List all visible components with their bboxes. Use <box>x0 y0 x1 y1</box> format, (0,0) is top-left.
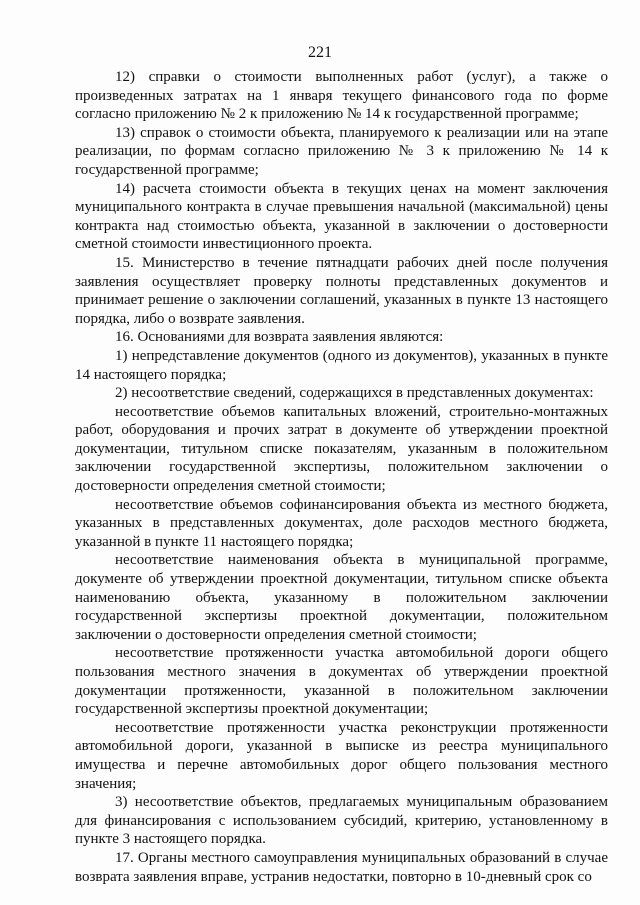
document-body <box>75 68 608 886</box>
paragraph-item-13: 13) справок о стоимости объекта, планируемого к реализации или на этапе реализации, по формам согласно приложению № 3 к приложению № 14 к государственной программе; <box>75 124 608 178</box>
paragraph-clause-17: 17. Органы местного самоуправления муниципальных образований в случае возврата заявления вправе, устранив недостатки, повторно в 10-дневный срок со <box>75 849 608 885</box>
paragraph-subitem-3: 3) несоответствие объектов, предлагаемых муниципальным образованием для финансирования с использованием субсидий, критерию, установленному в пункте 3 настоящего порядка. <box>75 794 608 848</box>
paragraph-clause-16: 16. Основаниями для возврата заявления являются: <box>115 329 444 346</box>
paragraph-mismatch-road-length: несоответствие протяженности участка автомобильной дороги общего пользования местного значения в документах об утверждении проектной документации протяженности, указанной в положительном заключении государственной экспертизы проектной документации; <box>75 645 608 718</box>
paragraph-item-14: 14) расчета стоимости объекта в текущих ценах на момент заключения муниципального контракта в случае превышения начальной (максимальной) цены контракта над стоимостью объекта, указанной в заключении о достоверности сметной стоимости инвестиционного проекта. <box>75 180 608 253</box>
paragraph-subitem-1: 1) непредставление документов (одного из документов), указанных в пункте 14 настоящего порядка; <box>75 347 608 383</box>
paragraph-mismatch-reconstruction-length: несоответствие протяженности участка реконструкции протяженности автомобильной дороги, указанной в выписке из реестра муниципального имущества и перечне автомобильных дорог общего пользования местного значения; <box>75 719 608 792</box>
paragraph-clause-15: 15. Министерство в течение пятнадцати рабочих дней после получения заявления осуществляет проверку полноты представленных документов и принимает решение о заключении соглашений, указанных в пункте 13 настоящего порядка, либо о возврате заявления. <box>75 254 608 327</box>
page-number: 221 <box>308 44 332 61</box>
paragraph-mismatch-cofinancing: несоответствие объемов софинансирования объекта из местного бюджета, указанных в представленных документах, доле расходов местного бюджета, указанной в пункте 11 настоящего порядка; <box>75 496 608 550</box>
paragraph-subitem-2: 2) несоответствие сведений, содержащихся в представленных документах: <box>115 385 594 402</box>
paragraph-item-12: 12) справки о стоимости выполненных работ (услуг), а также о произведенных затратах на 1 января текущего финансового года по форме согласно приложению № 2 к приложению № 14 к государственной программе; <box>75 69 608 123</box>
paragraph-mismatch-investments: несоответствие объемов капитальных вложений, строительно-монтажных работ, оборудования и прочих затрат в документе об утверждении проектной документации, титульном списке показателям, указанным в положительном заключении государственной экспертизы, положительном заключении о достоверности определения сметной стоимости; <box>75 403 608 495</box>
paragraph-mismatch-object-name: несоответствие наименования объекта в муниципальной программе, документе об утверждении проектной документации, титульном списке объекта наименованию объекта, указанному в положительном заключении государственной экспертизы проектной документации, положительном заключении о достоверности определения сметной стоимости; <box>75 552 608 643</box>
